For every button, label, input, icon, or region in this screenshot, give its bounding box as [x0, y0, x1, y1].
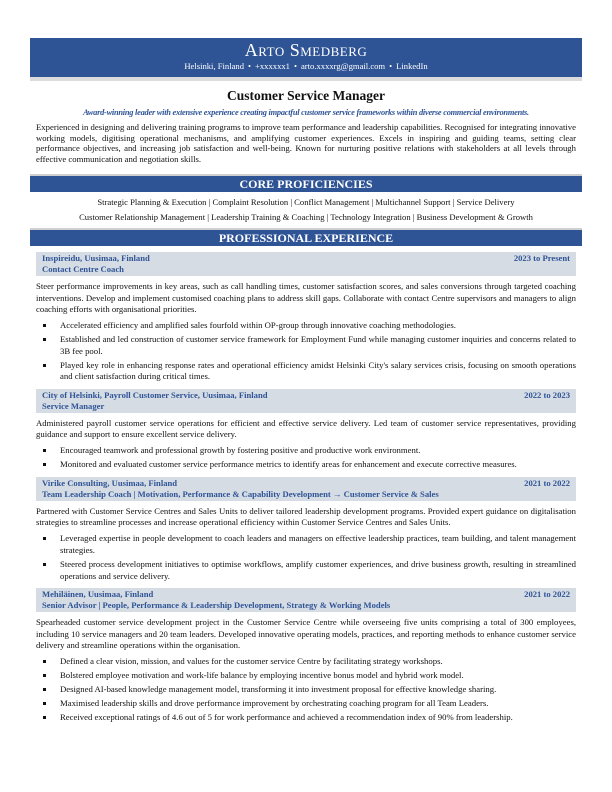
- contact-location: Helsinki, Finland: [184, 61, 245, 71]
- job-achievements: [36, 533, 576, 582]
- job-summary: Administered payroll customer service operations for efficient and effective service delivery. Led team of customer service representatives, providing guidance and support to ensure excellent service delivery.: [36, 417, 576, 440]
- bullet-icon: [43, 563, 46, 566]
- achievement-item: [36, 445, 576, 457]
- bullet-icon: [43, 674, 46, 677]
- profile-summary: Experienced in designing and delivering training programs to improve team performance and leadership capabilities. Recognised for integrating innovative working models, digitising operational mechanisms, and amplifying customer experiences. Excels in inspiring and guiding teams, setting clear performance objectives, and increasing job satisfaction and well-being. Known for nurturing positive relations with stakeholders at all levels through effective communication and negotiation skills.: [36, 122, 576, 164]
- achievement-item: [36, 670, 576, 682]
- job-achievements: [36, 320, 576, 383]
- skills-line: Customer Relationship Management | Leadership Training & Coaching | Technology Integration | Business Development & Growth: [79, 211, 533, 222]
- professional-experience-heading: PROFESSIONAL EXPERIENCE: [30, 228, 582, 246]
- job-role: Service Manager: [42, 400, 105, 411]
- job-entry: [30, 389, 582, 471]
- job-role: Senior Advisor | People, Performance & Leadership Development, Strategy & Working Models: [42, 600, 391, 611]
- achievement-text: Steered process development initiatives to optimise workflows, amplify customer experiences, and drive business growth, resulting in streamlined operations and service delivery.: [60, 559, 576, 581]
- job-company: Virike Consulting, Uusimaa, Finland: [42, 478, 178, 489]
- job-header: [36, 252, 576, 276]
- separator: •: [293, 61, 297, 71]
- job-dates: 2023 to Present: [513, 253, 570, 264]
- achievement-item: [36, 712, 576, 724]
- achievement-text: Defined a clear vision, mission, and values for the customer service Centre by facilitating strategy workshops.: [60, 655, 443, 666]
- bullet-icon: [43, 688, 46, 691]
- job-role: Team Leadership Coach | Motivation, Performance & Capability Development → Customer Service & Sales: [42, 489, 439, 500]
- job-entry: [30, 588, 582, 724]
- job-dates: 2021 to 2022: [524, 589, 570, 600]
- achievement-text: Maximised leadership skills and drove performance improvement by orchestrating coaching program for all Team Leaders.: [60, 698, 489, 709]
- achievement-item: [36, 459, 576, 471]
- contact-line: [30, 60, 582, 72]
- separator: •: [248, 61, 252, 71]
- experience-list: [30, 252, 582, 724]
- achievement-text: Established and led construction of customer service framework for Employment Fund while managing customer inquiries and concerns related to 3B fee pool.: [60, 334, 576, 356]
- achievement-item: [36, 533, 576, 556]
- job-achievements: [36, 445, 576, 471]
- core-proficiencies-heading: CORE PROFICIENCIES: [30, 174, 582, 192]
- job-entry: [30, 477, 582, 582]
- achievement-text: Bolstered employee motivation and work-life balance by employing incentive bonus model and hybrid work model.: [60, 670, 464, 681]
- achievement-text: Monitored and evaluated customer service performance metrics to identify areas for enhancement and execute corrective measures.: [60, 459, 517, 470]
- achievement-text: Encouraged teamwork and professional growth by fostering positive and productive work environment.: [60, 445, 421, 456]
- job-company: City of Helsinki, Payroll Customer Service, Uusimaa, Finland: [42, 389, 268, 400]
- job-company: Inspireidu, Uusimaa, Finland: [42, 253, 150, 264]
- contact-linkedin-link[interactable]: LinkedIn: [396, 61, 428, 71]
- achievement-item: [36, 559, 576, 582]
- bullet-icon: [43, 338, 46, 341]
- job-header: [36, 588, 576, 612]
- job-header: [36, 389, 576, 413]
- contact-phone: +xxxxxx1: [255, 61, 290, 71]
- achievement-item: [36, 656, 576, 668]
- job-company: Mehiläinen, Uusimaa, Finland: [42, 589, 154, 600]
- contact-email[interactable]: arto.xxxxrg@gmail.com: [300, 61, 386, 71]
- tagline: Award-winning leader with extensive experience creating impactful customer service frameworks within diverse commercial environments.: [83, 108, 529, 117]
- achievement-text: Played key role in enhancing response rates and operational efficiency amidst Helsinki City's salary services crisis, focusing on smooth operations and client satisfaction during critical times.: [60, 359, 576, 382]
- job-role: Contact Centre Coach: [42, 264, 124, 275]
- job-dates: 2022 to 2023: [524, 389, 570, 400]
- job-achievements: [36, 656, 576, 724]
- achievement-item: [36, 334, 576, 357]
- job-summary: Steer performance improvements in key areas, such as call handling times, customer satisfaction scores, and sales conversions through targeted coaching interventions. Develop and implement customised coaching plans to address skill gaps. Collaborate with contact Centre supervisors and managers to align coaching efforts with organisational priorities.: [36, 281, 576, 314]
- candidate-name: Arto Smedberg: [244, 40, 368, 60]
- separator: •: [389, 61, 393, 71]
- bullet-icon: [43, 463, 46, 466]
- job-summary: Spearheaded customer service development project in the Customer Service Centre while overseeing five units comprising a total of 300 employees, including 10 service managers and 20 team leaders. Developed innovative operating models, practices, and reporting methods to enhance customer service delivery and streamline operations within the organisation.: [36, 617, 576, 650]
- bullet-icon: [43, 537, 46, 540]
- core-proficiencies-list: [30, 195, 582, 224]
- achievement-item: [36, 684, 576, 696]
- achievement-item: [36, 360, 576, 383]
- header-band: [30, 38, 582, 81]
- bullet-icon: [43, 449, 46, 452]
- achievement-item: [36, 320, 576, 332]
- achievement-text: Received exceptional ratings of 4.6 out of 5 for work performance and achieved a recommendation index of 90% from leadership.: [60, 712, 513, 723]
- achievement-item: [36, 698, 576, 710]
- achievement-text: Accelerated efficiency and amplified sales fourfold within OP-group through innovative coaching methodologies.: [60, 319, 456, 330]
- bullet-icon: [43, 702, 46, 705]
- bullet-icon: [43, 364, 46, 367]
- bullet-icon: [43, 324, 46, 327]
- achievement-text: Designed AI-based knowledge management model, transforming it into investment proposal for effective knowledge sharing.: [60, 684, 497, 695]
- bullet-icon: [43, 660, 46, 663]
- job-summary: Partnered with Customer Service Centres and Sales Units to deliver tailored leadership development programs. Provided expert guidance on digitalisation strategies to streamline processes and increase operational efficiency within Customer Service Centres and Sales Units.: [36, 506, 576, 528]
- job-entry: [30, 252, 582, 383]
- job-dates: 2021 to 2022: [524, 478, 570, 489]
- skills-line: Strategic Planning & Execution | Complaint Resolution | Conflict Management | Multichannel Support | Service Delivery: [97, 197, 515, 208]
- achievement-text: Leveraged expertise in people development to coach leaders and managers on effective leadership practices, team building, and talent management strategies.: [60, 533, 576, 556]
- resume-page: [30, 38, 582, 726]
- job-title: Customer Service Manager: [227, 88, 385, 103]
- bullet-icon: [43, 716, 46, 719]
- job-header: [36, 477, 576, 501]
